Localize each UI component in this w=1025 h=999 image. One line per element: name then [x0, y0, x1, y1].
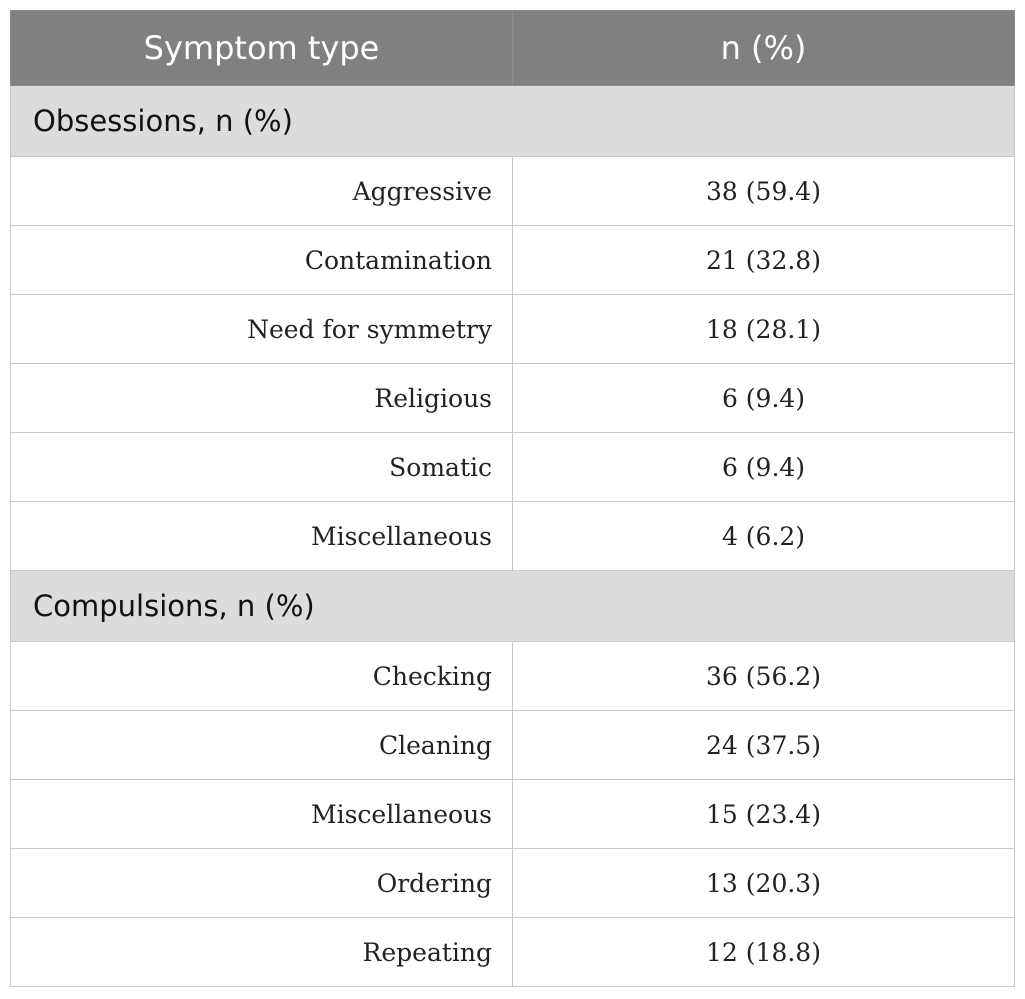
- section-row-compulsions: [11, 571, 1015, 642]
- row-value: 24 (37.5): [513, 711, 1015, 780]
- table-row: [11, 642, 1015, 711]
- row-value: 6 (9.4): [513, 433, 1015, 502]
- row-value: 18 (28.1): [513, 295, 1015, 364]
- row-label: Aggressive: [11, 157, 513, 226]
- row-label: Repeating: [11, 918, 513, 987]
- table-row: [11, 226, 1015, 295]
- row-value: 6 (9.4): [513, 364, 1015, 433]
- row-value: 12 (18.8): [513, 918, 1015, 987]
- row-value: 21 (32.8): [513, 226, 1015, 295]
- row-label: Checking: [11, 642, 513, 711]
- table-row: [11, 295, 1015, 364]
- row-label: Cleaning: [11, 711, 513, 780]
- row-label: Religious: [11, 364, 513, 433]
- row-value: 38 (59.4): [513, 157, 1015, 226]
- row-label: Ordering: [11, 849, 513, 918]
- table-row: [11, 780, 1015, 849]
- row-value: 36 (56.2): [513, 642, 1015, 711]
- header-symptom-type: Symptom type: [11, 11, 513, 86]
- row-value: 15 (23.4): [513, 780, 1015, 849]
- row-value: 13 (20.3): [513, 849, 1015, 918]
- row-label: Need for symmetry: [11, 295, 513, 364]
- table-row: [11, 711, 1015, 780]
- symptom-table-container: [10, 10, 1014, 987]
- table-row: [11, 849, 1015, 918]
- table-header-row: [11, 11, 1015, 86]
- table-row: [11, 433, 1015, 502]
- row-label: Miscellaneous: [11, 502, 513, 571]
- symptom-table: [10, 10, 1015, 987]
- table-row: [11, 502, 1015, 571]
- table-row: [11, 157, 1015, 226]
- row-value: 4 (6.2): [513, 502, 1015, 571]
- section-title: Obsessions, n (%): [11, 86, 1015, 157]
- section-title: Compulsions, n (%): [11, 571, 1015, 642]
- row-label: Miscellaneous: [11, 780, 513, 849]
- row-label: Contamination: [11, 226, 513, 295]
- section-row-obsessions: [11, 86, 1015, 157]
- row-label: Somatic: [11, 433, 513, 502]
- table-row: [11, 918, 1015, 987]
- table-row: [11, 364, 1015, 433]
- header-n-percent: n (%): [513, 11, 1015, 86]
